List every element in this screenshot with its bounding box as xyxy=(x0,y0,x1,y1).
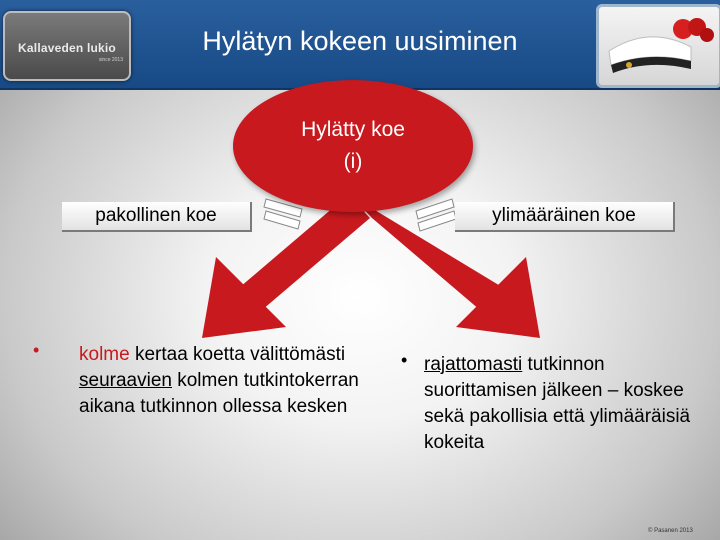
left-column-text xyxy=(79,342,369,420)
logo-subtext: since 2013 xyxy=(98,57,123,63)
slide-title: Hylätyn kokeen uusiminen xyxy=(202,26,518,56)
left-text-1: kertaa koetta välittömästi xyxy=(129,344,346,365)
center-line-2: (i) xyxy=(343,150,363,173)
extra-exam-label: ylimääräinen koe xyxy=(455,202,675,232)
center-oval-text xyxy=(253,114,453,178)
highlight-word: kolme xyxy=(79,344,130,365)
mandatory-exam-label: pakollinen koe xyxy=(62,202,252,232)
underlined-word: seuraavien xyxy=(79,370,172,391)
right-bullet: • xyxy=(401,350,408,370)
right-column-text xyxy=(424,352,714,456)
center-line-1: Hylätty koe xyxy=(301,118,405,141)
left-bullet: • xyxy=(33,340,40,360)
copyright-text: © Pasanen 2013 xyxy=(648,528,693,534)
logo-text: Kallaveden lukio xyxy=(18,41,116,55)
underlined-word-right: rajattomasti xyxy=(424,354,523,375)
right-text-1: tutkinnon suorittamisen jälkeen – koskee sekä pakollisia että ylimääräisiä kokeita xyxy=(424,354,691,453)
left-text-2: kolmen tutkintokerran aikana tutkinnon ollessa kesken xyxy=(79,370,359,417)
